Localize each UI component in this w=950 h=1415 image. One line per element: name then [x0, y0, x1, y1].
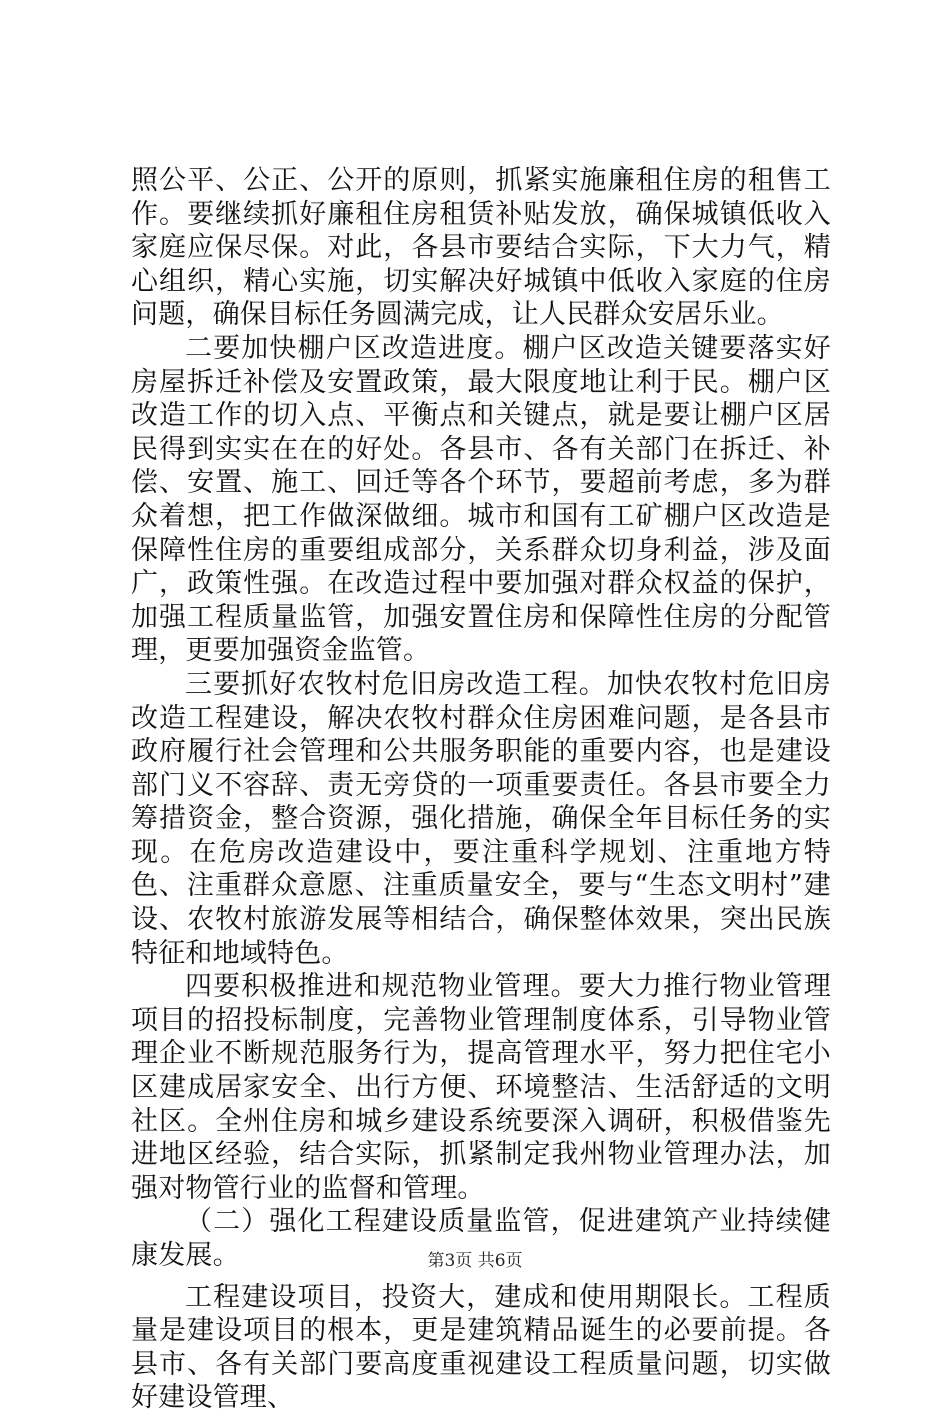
section-heading-construction-quality: （二）强化工程建设质量监管，促进建筑产业持续健康发展。 — [131, 1206, 831, 1271]
document-body — [131, 164, 831, 1415]
paragraph-property-management: 四要积极推进和规范物业管理。要大力推行物业管理项目的招投标制度，完善物业管理制度体系，引导物业管理企业不断规范服务行为，提高管理水平，努力把住宅小区建成居家安全、出行方便、环境整洁、生活舒适的文明社区。全州住房和城乡建设系统要深入调研，积极借鉴先进地区经验，结合实际，抓紧制定我州物业管理办法，加强对物管行业的监督和管理。 — [131, 971, 831, 1204]
paragraph-continued-rental-housing: 照公平、公正、公开的原则，抓紧实施廉租住房的租售工作。要继续抓好廉租住房租赁补贴发放，确保城镇低收入家庭应保尽保。对此，各县市要结合实际，下大力气，精心组织，精心实施，切实解决好城镇中低收入家庭的住房问题，确保目标任务圆满完成，让人民群众安居乐业。 — [131, 165, 831, 331]
paragraph-shantytown-renovation: 二要加快棚户区改造进度。棚户区改造关键要落实好房屋拆迁补偿及安置政策，最大限度地让利于民。棚户区改造工作的切入点、平衡点和关键点，就是要让棚户区居民得到实实在在的好处。各县市、各有关部门在拆迁、补偿、安置、施工、回迁等各个环节，要超前考虑，多为群众着想，把工作做深做细。城市和国有工矿棚户区改造是保障性住房的重要组成部分，关系群众切身利益，涉及面广，政策性强。在改造过程中要加强对群众权益的保护，加强工程质量监管，加强安置住房和保障性住房的分配管理，更要加强资金监管。 — [131, 332, 831, 667]
paragraph-rural-housing-renovation: 三要抓好农牧村危旧房改造工程。加快农牧村危旧房改造工程建设，解决农牧村群众住房困难问题，是各县市政府履行社会管理和公共服务职能的重要内容，也是建设部门义不容辞、责无旁贷的一项重要责任。各县市要全力筹措资金，整合资源，强化措施，确保全年目标任务的实现。在危房改造建设中，要注重科学规划、注重地方特色、注重群众意愿、注重质量安全，要与“生态文明村”建设、农牧村旅游发展等相结合，确保整体效果，突出民族特征和地域特色。 — [131, 668, 831, 969]
paragraph-construction-quality: 工程建设项目，投资大，建成和使用期限长。工程质量是建设项目的根本，更是建筑精品诞生的必要前提。各县市、各有关部门要高度重视建设工程质量问题，切实做好建设管理、 — [131, 1281, 831, 1414]
page-number-footer: 第3页 共6页 — [427, 1251, 523, 1271]
